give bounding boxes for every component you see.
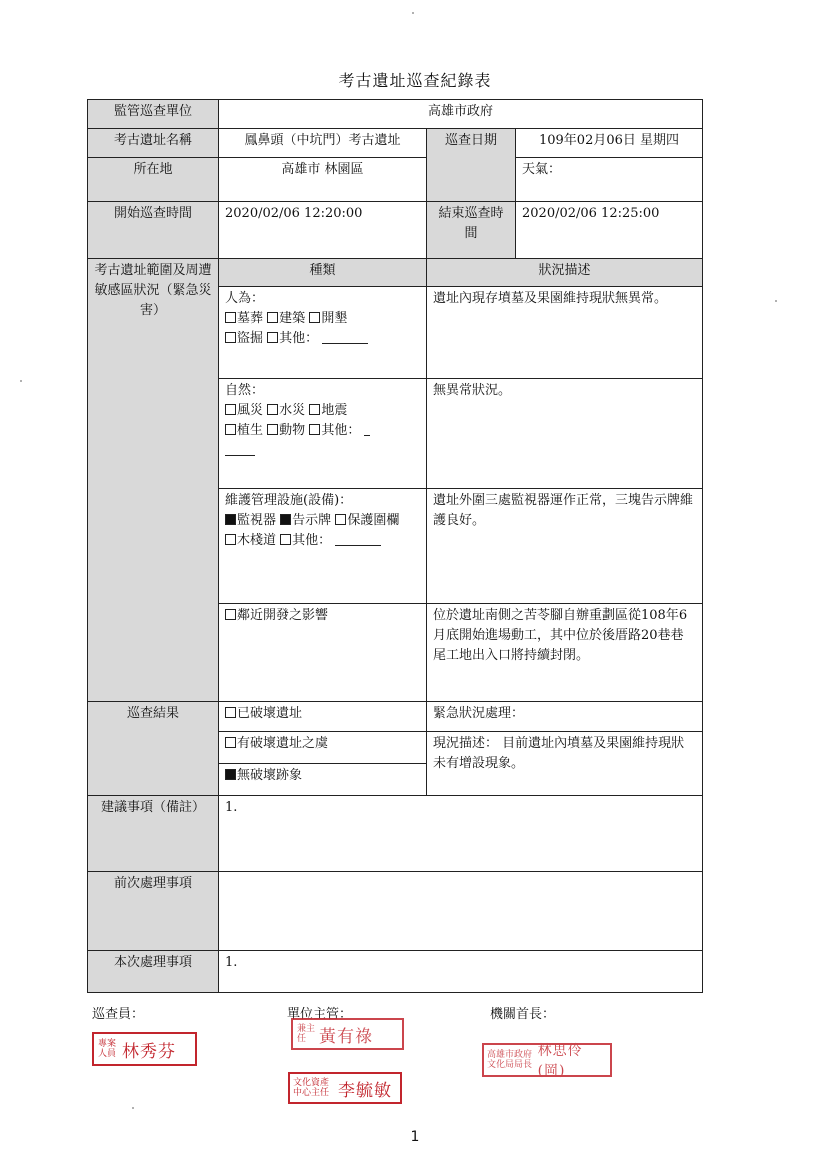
stamp-name: 黃有祿 (319, 1026, 373, 1047)
head-stamp (482, 1043, 612, 1077)
checkbox-facility-other[interactable] (280, 534, 291, 545)
option-label: 墓葬 (237, 311, 264, 326)
end-time-label: 結束巡查時間 (427, 202, 516, 259)
option-label: 其他： (321, 423, 361, 438)
suggestion-label: 建議事項（備註） (88, 796, 219, 872)
option-label: 木棧道 (237, 533, 277, 548)
checkbox-natural-other[interactable] (309, 424, 320, 435)
start-time-label: 開始巡查時間 (88, 202, 219, 259)
unit-label: 監管巡查單位 (88, 100, 219, 129)
option-label: 其他： (279, 331, 319, 346)
facility-category (219, 489, 427, 604)
patrol-date-label: 巡查日期 (427, 129, 516, 202)
patrol-date-value: 109年02月06日 星期四 (516, 129, 703, 158)
supervisor-stamp (291, 1018, 404, 1050)
nearby-category (219, 604, 427, 702)
weather-field: 天氣： (516, 158, 703, 202)
human-category (219, 287, 427, 379)
start-time-value: 2020/02/06 12:20:00 (219, 202, 427, 259)
human-desc: 遺址內現存墳墓及果園維持現狀無異常。 (427, 287, 703, 379)
scan-speck (775, 300, 777, 302)
option-label: 風災 (237, 403, 264, 418)
option-label: 鄰近開發之影響 (237, 608, 329, 623)
option-label: 開墾 (321, 311, 348, 326)
blank-line (364, 423, 370, 436)
location-value: 高雄市 林園區 (219, 158, 427, 202)
checkbox-destroyed[interactable] (225, 707, 236, 718)
site-name-label: 考古遺址名稱 (88, 129, 219, 158)
page-number: 1 (410, 1129, 420, 1145)
stamp-text: 高雄市政府文化局局長 (487, 1050, 533, 1070)
result-option-destroyed (219, 702, 427, 732)
current-status-desc: 現況描述： 目前遺址內墳墓及果園維持現狀未有增設現象。 (427, 732, 703, 796)
status-section-label: 考古遺址範圍及周遭敏感區狀況（緊急災害） (88, 259, 219, 702)
desc-header: 狀況描述 (427, 259, 703, 287)
scan-speck (132, 1107, 134, 1109)
natural-category (219, 379, 427, 489)
checkbox-signboard-checked[interactable] (280, 514, 291, 525)
emergency-handling: 緊急狀況處理： (427, 702, 703, 732)
facility-title: 維護管理設施(設備)： (225, 493, 353, 508)
blank-line (335, 533, 381, 546)
checkbox-vegetation[interactable] (225, 424, 236, 435)
checkbox-wind[interactable] (225, 404, 236, 415)
blank-line (225, 443, 255, 456)
inspector-stamp (92, 1032, 197, 1066)
stamp-text: 專案人員 (98, 1039, 117, 1059)
checkbox-nearby-development[interactable] (225, 609, 236, 620)
option-label: 監視器 (237, 513, 277, 528)
checkbox-flood[interactable] (267, 404, 278, 415)
type-header: 種類 (219, 259, 427, 287)
natural-title: 自然： (225, 383, 265, 398)
inspector-label: 巡查員： (92, 1007, 145, 1022)
facility-desc: 遺址外圍三處監視器運作正常，三塊告示牌維護良好。 (427, 489, 703, 604)
checkbox-looting[interactable] (225, 332, 236, 343)
option-label: 已破壞遺址 (237, 706, 303, 721)
result-option-none (219, 764, 427, 796)
suggestion-value: 1. (219, 796, 703, 872)
option-label: 水災 (279, 403, 306, 418)
result-option-risk (219, 732, 427, 764)
checkbox-fence[interactable] (335, 514, 346, 525)
stamp-name: 林秀芬 (122, 1041, 176, 1062)
option-label: 有破壞遺址之虞 (237, 736, 329, 751)
scan-speck (20, 380, 22, 382)
option-label: 其他： (292, 533, 332, 548)
site-name-value: 鳳鼻頭（中坑門）考古遺址 (219, 129, 427, 158)
checkbox-risk[interactable] (225, 737, 236, 748)
checkbox-boardwalk[interactable] (225, 534, 236, 545)
option-label: 無破壞跡象 (237, 768, 303, 783)
scan-speck (412, 12, 414, 14)
stamp-name: 李毓敏 (338, 1080, 392, 1101)
option-label: 建築 (279, 311, 306, 326)
checkbox-burial[interactable] (225, 312, 236, 323)
inspection-form-table (87, 99, 703, 993)
form-title: 考古遺址巡查紀錄表 (338, 71, 492, 90)
human-title: 人為： (225, 291, 265, 306)
stamp-text: 兼主任 (297, 1024, 316, 1044)
option-label: 地震 (321, 403, 348, 418)
end-time-value: 2020/02/06 12:25:00 (516, 202, 703, 259)
stamp-name: 林思伶(岡) (537, 1043, 583, 1079)
checkbox-building[interactable] (267, 312, 278, 323)
supervisor-label: 單位主管： (287, 1007, 353, 1022)
checkbox-earthquake[interactable] (309, 404, 320, 415)
blank-line (322, 331, 368, 344)
checkbox-animal[interactable] (267, 424, 278, 435)
option-label: 保護圍欄 (347, 513, 400, 528)
current-label: 本次處理事項 (88, 951, 219, 993)
prev-label: 前次處理事項 (88, 872, 219, 951)
center-director-stamp (288, 1072, 402, 1104)
prev-value (219, 872, 703, 951)
head-label: 機關首長： (490, 1007, 556, 1022)
unit-value: 高雄市政府 (219, 100, 703, 129)
current-value: 1. (219, 951, 703, 993)
result-label: 巡查結果 (88, 702, 219, 796)
option-label: 動物 (279, 423, 306, 438)
checkbox-cultivation[interactable] (309, 312, 320, 323)
checkbox-human-other[interactable] (267, 332, 278, 343)
natural-desc: 無異常狀況。 (427, 379, 703, 489)
nearby-desc: 位於遺址南側之苦苓腳自辦重劃區從108年6月底開始進場動工，其中位於後厝路20巷巷尾工地出入口將持續封閉。 (427, 604, 703, 702)
checkbox-no-damage-checked[interactable] (225, 769, 236, 780)
option-label: 植生 (237, 423, 264, 438)
checkbox-cctv-checked[interactable] (225, 514, 236, 525)
option-label: 告示牌 (292, 513, 332, 528)
option-label: 盜掘 (237, 331, 264, 346)
location-label: 所在地 (88, 158, 219, 202)
stamp-text: 文化資產中心主任 (293, 1078, 330, 1098)
